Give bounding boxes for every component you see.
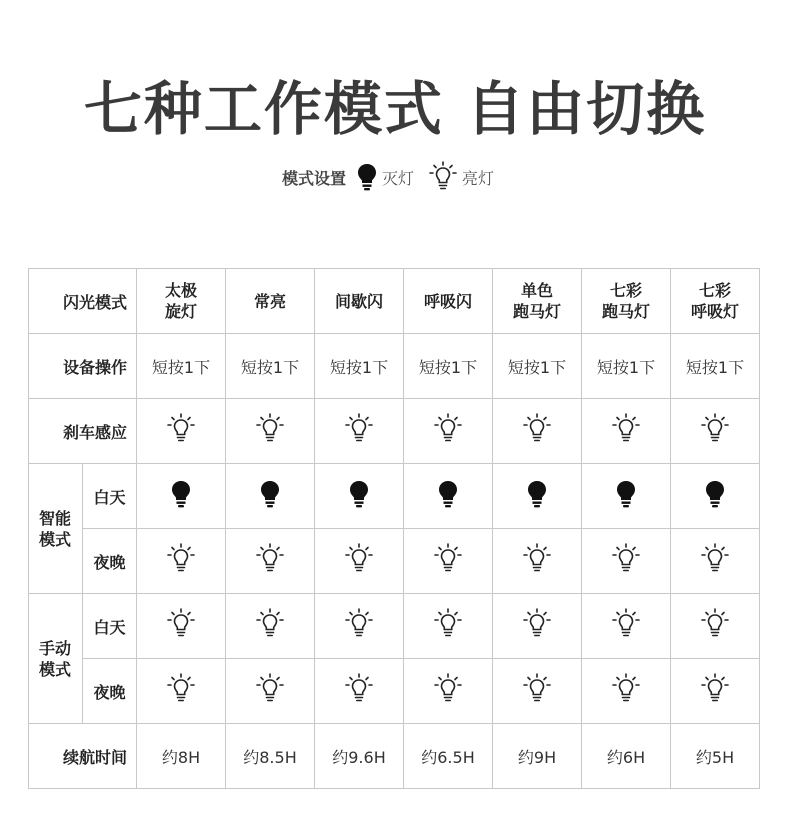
runtime-value: 约9.6H bbox=[332, 747, 386, 767]
brake-cell bbox=[137, 399, 226, 464]
mode-name-line1: 呼吸闪 bbox=[423, 291, 472, 311]
manual-mode-night-row bbox=[29, 659, 760, 724]
bulb-on-icon bbox=[344, 608, 374, 644]
bulb-on-icon bbox=[522, 543, 552, 579]
mode-name-line1: 单色 bbox=[520, 281, 553, 300]
mode-name-line1: 七彩 bbox=[609, 281, 642, 300]
manual-mode-night-cell bbox=[582, 659, 671, 724]
manual-mode-night-cell bbox=[315, 659, 404, 724]
brake-cell bbox=[582, 399, 671, 464]
bulb-on-icon bbox=[428, 161, 458, 193]
smart-mode-day-cell bbox=[404, 464, 493, 529]
runtime-value: 约5H bbox=[695, 747, 735, 767]
smart-mode-group-label-line1: 智能 bbox=[39, 508, 72, 528]
operation-cell bbox=[315, 334, 404, 399]
bulb-on-icon bbox=[344, 673, 374, 709]
smart-mode-night-cell bbox=[226, 529, 315, 594]
mode-header bbox=[582, 269, 671, 334]
mode-header bbox=[404, 269, 493, 334]
smart-mode-night-cell bbox=[137, 529, 226, 594]
mode-name-line1: 间歇闪 bbox=[334, 291, 383, 311]
mode-table-body bbox=[29, 269, 760, 789]
mode-table bbox=[28, 268, 760, 789]
mode-name-line2: 呼吸灯 bbox=[690, 302, 739, 321]
smart-mode-night-row bbox=[29, 529, 760, 594]
runtime-label: 续航时间 bbox=[62, 747, 127, 767]
mode-name-line1: 常亮 bbox=[253, 291, 286, 311]
operation-value: 短按1下 bbox=[418, 357, 478, 377]
manual-mode-night-label: 夜晚 bbox=[93, 682, 126, 702]
operation-value: 短按1下 bbox=[240, 357, 300, 377]
mode-header bbox=[315, 269, 404, 334]
mode-header bbox=[493, 269, 582, 334]
mode-name-line1: 太极 bbox=[164, 281, 197, 300]
manual-mode-night-cell bbox=[671, 659, 760, 724]
smart-mode-group-label-cell bbox=[29, 464, 83, 594]
smart-mode-night-label-cell bbox=[83, 529, 137, 594]
runtime-cell bbox=[493, 724, 582, 789]
brake-label: 刹车感应 bbox=[62, 422, 127, 442]
operation-label: 设备操作 bbox=[62, 357, 127, 377]
manual-mode-day-cell bbox=[315, 594, 404, 659]
bulb-off-icon bbox=[615, 479, 637, 513]
runtime-cell bbox=[404, 724, 493, 789]
runtime-cell bbox=[137, 724, 226, 789]
bulb-on-icon bbox=[344, 543, 374, 579]
manual-mode-day-cell bbox=[671, 594, 760, 659]
smart-mode-night-cell bbox=[315, 529, 404, 594]
legend-label: 模式设置 bbox=[281, 168, 346, 188]
mode-header bbox=[226, 269, 315, 334]
runtime-cell bbox=[226, 724, 315, 789]
operation-cell bbox=[493, 334, 582, 399]
operation-value: 短按1下 bbox=[507, 357, 567, 377]
mode-name-line2: 跑马灯 bbox=[601, 302, 650, 321]
manual-mode-day-row bbox=[29, 594, 760, 659]
manual-mode-day-cell bbox=[582, 594, 671, 659]
runtime-value: 约8H bbox=[161, 747, 201, 767]
operation-label-cell bbox=[29, 334, 137, 399]
bulb-on-icon bbox=[611, 543, 641, 579]
bulb-off-icon bbox=[348, 479, 370, 513]
smart-mode-night-label: 夜晚 bbox=[93, 552, 126, 572]
bulb-on-icon bbox=[611, 608, 641, 644]
bulb-off-icon bbox=[356, 162, 378, 192]
mode-header bbox=[137, 269, 226, 334]
legend-off-text: 灭灯 bbox=[381, 168, 414, 188]
operation-value: 短按1下 bbox=[685, 357, 745, 377]
bulb-off-icon bbox=[437, 479, 459, 513]
operation-row bbox=[29, 334, 760, 399]
bulb-on-icon bbox=[611, 413, 641, 449]
bulb-on-icon bbox=[255, 543, 285, 579]
mode-name-line2: 跑马灯 bbox=[512, 302, 561, 321]
bulb-on-icon bbox=[522, 673, 552, 709]
operation-value: 短按1下 bbox=[329, 357, 389, 377]
runtime-value: 约6.5H bbox=[421, 747, 475, 767]
brake-cell bbox=[315, 399, 404, 464]
bulb-on-icon bbox=[433, 543, 463, 579]
operation-cell bbox=[582, 334, 671, 399]
smart-mode-day-label-cell bbox=[83, 464, 137, 529]
operation-cell bbox=[671, 334, 760, 399]
manual-mode-day-label: 白天 bbox=[93, 617, 126, 637]
smart-mode-day-cell bbox=[137, 464, 226, 529]
manual-mode-night-cell bbox=[226, 659, 315, 724]
smart-mode-day-row bbox=[29, 464, 760, 529]
bulb-on-icon bbox=[700, 413, 730, 449]
manual-mode-group-label-line1: 手动 bbox=[39, 638, 72, 658]
bulb-on-icon bbox=[166, 413, 196, 449]
operation-cell bbox=[404, 334, 493, 399]
runtime-label-cell bbox=[29, 724, 137, 789]
bulb-on-icon bbox=[255, 608, 285, 644]
smart-mode-day-cell bbox=[582, 464, 671, 529]
manual-mode-day-cell bbox=[137, 594, 226, 659]
runtime-value: 约6H bbox=[606, 747, 646, 767]
bulb-on-icon bbox=[344, 413, 374, 449]
manual-mode-day-cell bbox=[404, 594, 493, 659]
smart-mode-day-cell bbox=[671, 464, 760, 529]
manual-mode-night-cell bbox=[493, 659, 582, 724]
runtime-value: 约8.5H bbox=[243, 747, 297, 767]
bulb-on-icon bbox=[611, 673, 641, 709]
manual-mode-night-cell bbox=[137, 659, 226, 724]
manual-mode-group-label-line2: 模式 bbox=[39, 659, 72, 679]
bulb-on-icon bbox=[166, 543, 196, 579]
operation-cell bbox=[226, 334, 315, 399]
bulb-off-icon bbox=[259, 479, 281, 513]
manual-mode-night-cell bbox=[404, 659, 493, 724]
smart-mode-day-cell bbox=[315, 464, 404, 529]
manual-mode-day-cell bbox=[226, 594, 315, 659]
runtime-row bbox=[29, 724, 760, 789]
runtime-cell bbox=[671, 724, 760, 789]
bulb-off-icon bbox=[526, 479, 548, 513]
manual-mode-night-label-cell bbox=[83, 659, 137, 724]
runtime-cell bbox=[315, 724, 404, 789]
operation-value: 短按1下 bbox=[151, 357, 211, 377]
bulb-on-icon bbox=[255, 413, 285, 449]
brake-cell bbox=[671, 399, 760, 464]
mode-name-line1: 七彩 bbox=[698, 281, 731, 300]
brake-cell bbox=[404, 399, 493, 464]
bulb-on-icon bbox=[166, 673, 196, 709]
manual-mode-day-label-cell bbox=[83, 594, 137, 659]
header-row bbox=[29, 269, 760, 334]
brake-row bbox=[29, 399, 760, 464]
bulb-on-icon bbox=[700, 608, 730, 644]
manual-mode-group-label-cell bbox=[29, 594, 83, 724]
bulb-on-icon bbox=[166, 608, 196, 644]
bulb-on-icon bbox=[522, 413, 552, 449]
bulb-on-icon bbox=[255, 673, 285, 709]
mode-legend bbox=[0, 160, 790, 194]
legend-on-text: 亮灯 bbox=[462, 168, 495, 188]
smart-mode-night-cell bbox=[671, 529, 760, 594]
manual-mode-day-cell bbox=[493, 594, 582, 659]
operation-value: 短按1下 bbox=[596, 357, 656, 377]
runtime-value: 约9H bbox=[517, 747, 557, 767]
operation-cell bbox=[137, 334, 226, 399]
corner-label: 闪光模式 bbox=[62, 292, 127, 312]
brake-cell bbox=[493, 399, 582, 464]
brake-cell bbox=[226, 399, 315, 464]
bulb-on-icon bbox=[433, 608, 463, 644]
brake-label-cell bbox=[29, 399, 137, 464]
smart-mode-group-label-line2: 模式 bbox=[39, 529, 72, 549]
smart-mode-night-cell bbox=[493, 529, 582, 594]
smart-mode-day-label: 白天 bbox=[93, 487, 126, 507]
corner-cell bbox=[29, 269, 137, 334]
smart-mode-day-cell bbox=[226, 464, 315, 529]
mode-name-line2: 旋灯 bbox=[164, 302, 197, 321]
bulb-on-icon bbox=[522, 608, 552, 644]
bulb-on-icon bbox=[700, 543, 730, 579]
page-title: 七种工作模式 自由切换 bbox=[83, 75, 707, 143]
smart-mode-night-cell bbox=[404, 529, 493, 594]
bulb-off-icon bbox=[170, 479, 192, 513]
runtime-cell bbox=[582, 724, 671, 789]
mode-header bbox=[671, 269, 760, 334]
bulb-off-icon bbox=[704, 479, 726, 513]
bulb-on-icon bbox=[700, 673, 730, 709]
bulb-on-icon bbox=[433, 413, 463, 449]
smart-mode-night-cell bbox=[582, 529, 671, 594]
bulb-on-icon bbox=[433, 673, 463, 709]
smart-mode-day-cell bbox=[493, 464, 582, 529]
